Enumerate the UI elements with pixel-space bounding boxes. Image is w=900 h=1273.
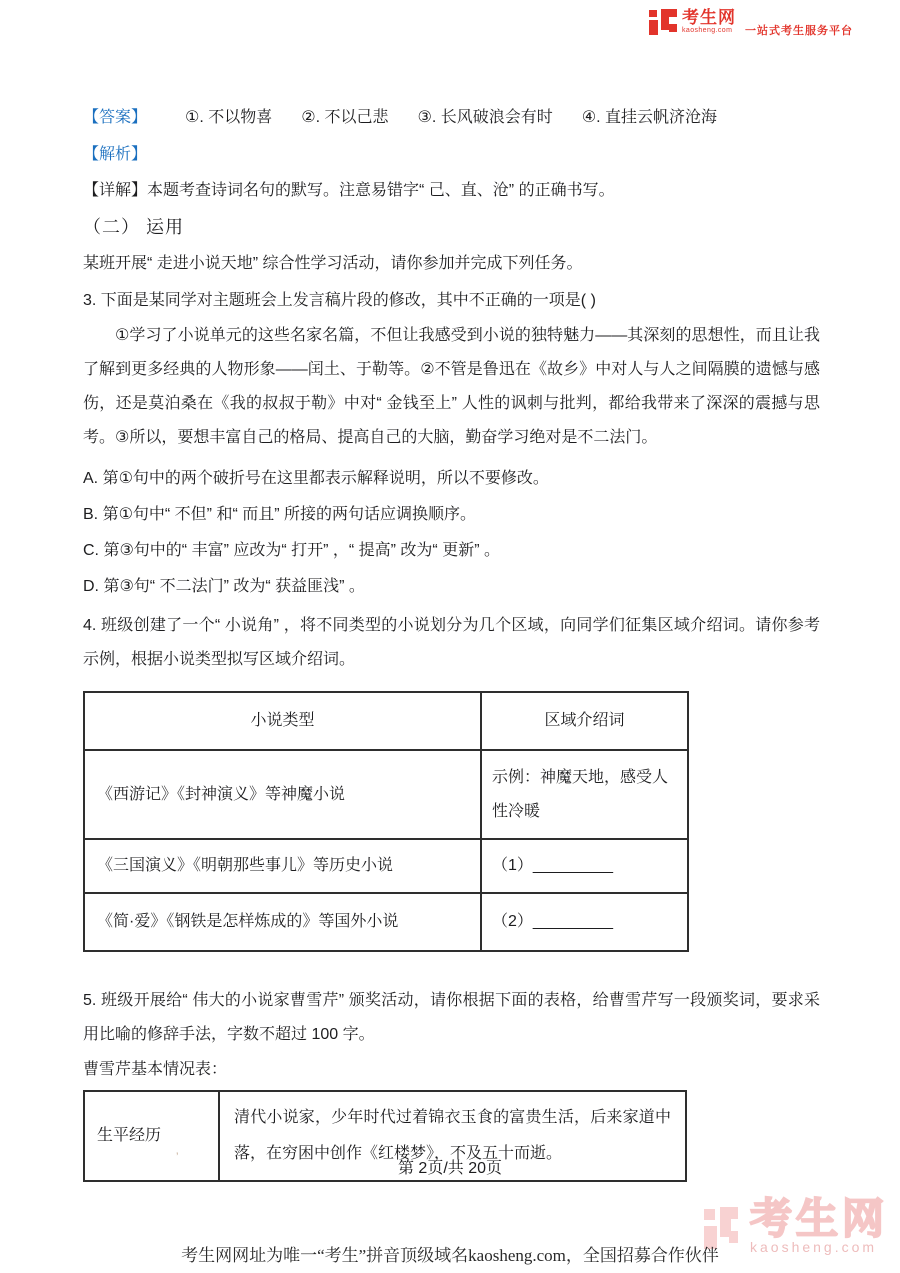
intro-words-cell: （2）_________ — [481, 893, 688, 951]
novel-type-table — [83, 691, 689, 952]
watermark-domain: kaosheng.com — [750, 1239, 878, 1255]
analysis-label: 【解析】 — [83, 146, 148, 163]
question-3-option-b: B. 第①句中“ 不但” 和“ 而且” 所接的两句话应调换顺序。 — [83, 506, 477, 523]
stray-mark: ’ — [176, 1151, 179, 1163]
question-3-option-d: D. 第③句“ 不二法门” 改为“ 获益匪浅” 。 — [83, 578, 365, 595]
page-indicator: 第 2页/共 20页 — [397, 1160, 503, 1177]
detail-label: 【详解】 — [83, 182, 148, 199]
table-row — [84, 750, 688, 839]
column-header-intro-words: 区域介绍词 — [481, 692, 688, 750]
bio-table-caption: 曹雪芹基本情况表： — [83, 1061, 228, 1078]
watermark-brand: 考生网 — [750, 1195, 889, 1242]
answer-line — [83, 106, 820, 130]
column-header-novel-type: 小说类型 — [84, 692, 481, 750]
question-4-stem: 4. 班级创建了一个“ 小说角” ，将不同类型的小说划分为几个区域，向同学们征集区域介绍词。请你参考示例，根据小说类型拟写区域介绍词。 — [83, 617, 820, 668]
question-3-option-a: A. 第①句中的两个破折号在这里都表示解释说明，所以不要修改。 — [83, 470, 549, 487]
bio-row-label: 生平经历 — [84, 1091, 219, 1181]
section-heading: （二） 运用 — [83, 217, 185, 237]
brand-name: 考生网 — [682, 8, 736, 27]
promo-footer: 考生网网址为唯一“考生”拼音顶级域名kaosheng.com，全国招募合作伙伴 — [181, 1246, 719, 1265]
brand-tagline: 一站式考生服务平台 — [745, 25, 853, 37]
answer-label: 【答案】 — [83, 109, 148, 126]
answer-item: ①. 不以物喜 — [185, 109, 273, 126]
section-intro: 某班开展“ 走进小说天地” 综合性学习活动，请你参加并完成下列任务。 — [83, 255, 583, 272]
question-3-option-c: C. 第③句中的“ 丰富” 应改为“ 打开” ，“ 提高” 改为“ 更新” 。 — [83, 542, 500, 559]
intro-words-cell: 示例：神魔天地，感受人性冷暖 — [481, 750, 688, 839]
table-header-row — [84, 692, 688, 750]
bio-row-text: 清代小说家，少年时代过着锦衣玉食的富贵生活，后来家道中落，在穷困中创作《红楼梦》，不及五十而逝。 — [219, 1091, 686, 1181]
question-3-stem: 3. 下面是某同学对主题班会上发言稿片段的修改，其中不正确的一项是( ) — [83, 292, 596, 309]
brand-header — [649, 9, 853, 38]
answer-item: ②. 不以己悲 — [301, 109, 389, 126]
document-content — [83, 106, 820, 1182]
detail-text: 本题考查诗词名句的默写。注意易错字“ 己、直、沧” 的正确书写。 — [147, 182, 615, 199]
kaosheng-logo-icon — [649, 9, 677, 36]
table-row — [84, 839, 688, 893]
novel-type-cell: 《三国演义》《明朝那些事儿》等历史小说 — [84, 839, 481, 893]
intro-words-cell: （1）_________ — [481, 839, 688, 893]
table-row — [84, 893, 688, 951]
answer-item: ④. 直挂云帆济沧海 — [581, 109, 718, 126]
question-5-stem: 5. 班级开展给“ 伟大的小说家曹雪芹” 颁奖活动，请你根据下面的表格，给曹雪芹写一段颁奖词，要求采用比喻的修辞手法，字数不超过 100 字。 — [83, 992, 820, 1043]
novel-type-cell: 《西游记》《封神演义》等神魔小说 — [84, 750, 481, 839]
novel-type-cell: 《简·爱》《钢铁是怎样炼成的》等国外小说 — [84, 893, 481, 951]
answer-item: ③. 长风破浪会有时 — [417, 109, 553, 126]
detail-line — [83, 179, 820, 203]
brand-domain: kaosheng.com — [682, 27, 733, 34]
question-3-passage: ①学习了小说单元的这些名家名篇，不但让我感受到小说的独特魅力——其深刻的思想性，而且让我了解到更多经典的人物形象——闰土、于勒等。②不管是鲁迅在《故乡》中对人与人之间隔膜的遗憾与感伤，还是莫泊桑在《我的叔叔于勒》中对“ 金钱至上” 人性的讽刺与批判，都给我带来了深深的震撼与思考。③所以，要想丰富自己的格局、提高自己的大脑，勤奋学习绝对是不二法门。 — [83, 327, 820, 446]
brand-text — [682, 9, 736, 35]
